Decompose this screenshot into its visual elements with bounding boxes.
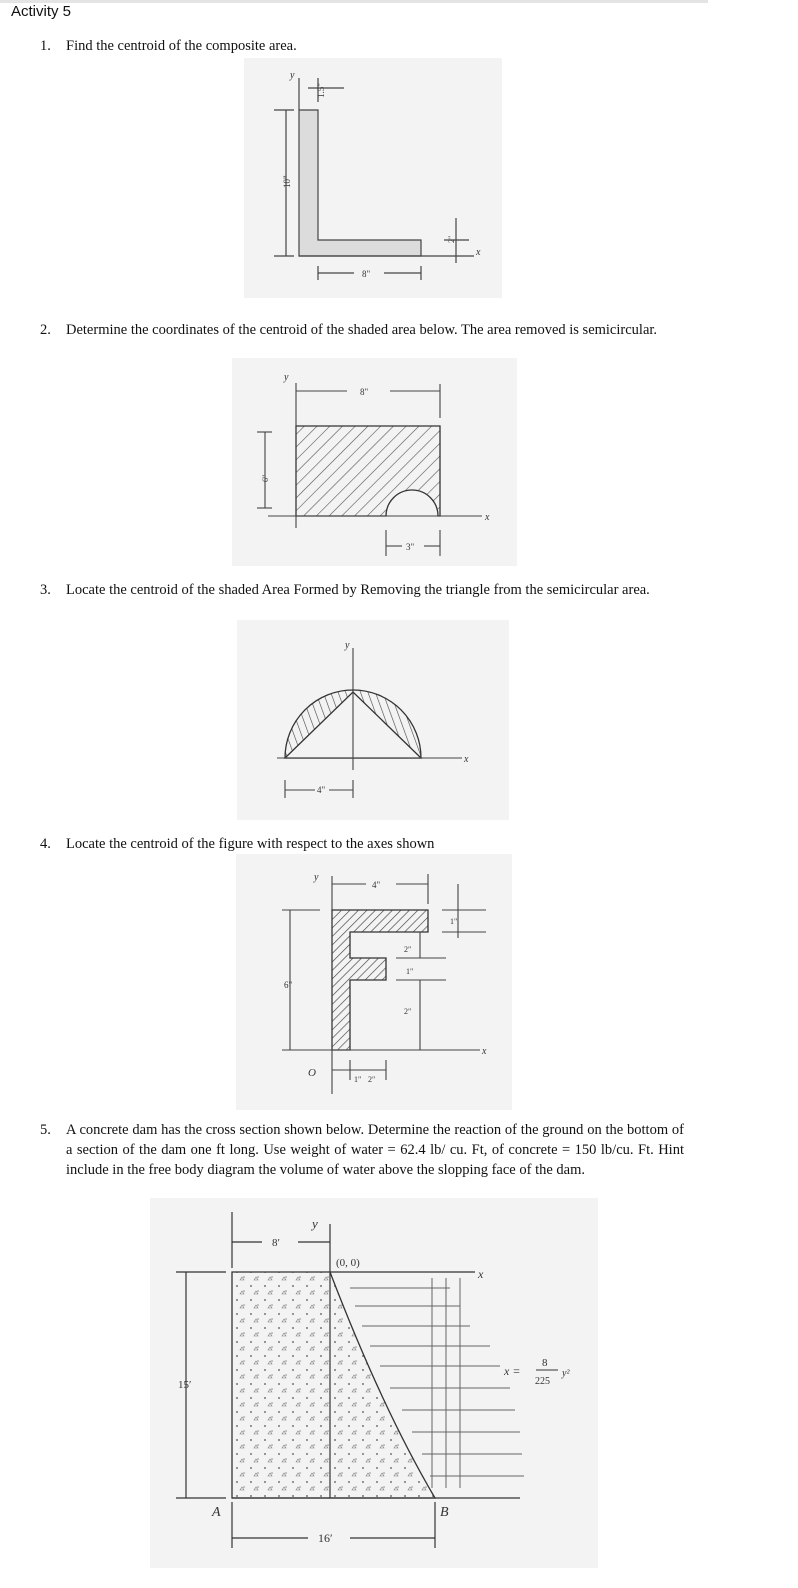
figure-1-l-shape <box>244 58 502 298</box>
dim-height-label: 15′ <box>178 1379 192 1391</box>
page-heading: Activity 5 <box>11 3 72 20</box>
question-text: Locate the centroid of the shaded Area Formed by Removing the triangle from the semicircular area. <box>66 582 650 598</box>
origin-label: O <box>308 1067 316 1079</box>
question-number: 5. <box>40 1122 51 1138</box>
y-axis-label: y <box>314 872 319 883</box>
dim-r4-label: 2" <box>404 1007 412 1016</box>
x-axis-label: x <box>482 1046 487 1057</box>
question-text: A concrete dam has the cross section shown below. Determine the reaction of the ground on the bottom of a section of the dam one ft long. Use weight of water = 62.4 lb/ cu. Ft, of concrete = 150 lb/cu. Ft. Hint include in the free body diagram the volume of water above the slopping face of the dam. <box>66 1122 684 1178</box>
x-axis-label: x <box>485 512 490 523</box>
top-rule <box>0 0 708 3</box>
dim-base-label: 16′ <box>318 1531 333 1545</box>
dim-top-label: 1.5" <box>316 83 326 98</box>
y-axis-label: y <box>290 70 295 81</box>
dim-top-label: 4" <box>372 880 381 890</box>
question-1 <box>40 36 690 58</box>
x-axis-label: x <box>476 247 481 258</box>
shaded-area <box>296 426 440 516</box>
point-b-label: B <box>440 1505 449 1520</box>
question-number: 4. <box>40 836 51 852</box>
figure-5-concrete-dam <box>150 1198 598 1568</box>
dim-radius-label: 3" <box>406 542 415 552</box>
question-text: Find the centroid of the composite area. <box>66 38 297 54</box>
dim-height-label: 10" <box>282 175 292 188</box>
dim-r2-label: 2" <box>404 945 412 954</box>
equation-variable: y² <box>562 1368 570 1379</box>
question-text: Determine the coordinates of the centroid of the shaded area below. The area removed is semicircular. <box>66 322 658 338</box>
x-axis-label: x <box>478 1267 484 1281</box>
dim-b2-label: 2" <box>368 1075 376 1084</box>
figure-2-rectangle-semicircle <box>232 358 517 566</box>
question-number: 2. <box>40 322 51 338</box>
dim-radius-label: 4" <box>317 785 326 795</box>
dim-top-label: 8′ <box>272 1237 280 1249</box>
equation-denominator: 225 <box>535 1376 550 1387</box>
question-4 <box>40 834 690 856</box>
question-number: 1. <box>40 38 51 54</box>
question-number: 3. <box>40 582 51 598</box>
dim-width-label: 8" <box>360 387 369 397</box>
dim-r3-label: 1" <box>406 967 414 976</box>
figure-4-f-shape <box>236 854 512 1110</box>
point-a-label: A <box>212 1505 221 1520</box>
y-axis-label: y <box>345 640 350 651</box>
question-2 <box>40 320 690 362</box>
dim-height-label: 6" <box>284 980 293 990</box>
dim-b1-label: 1" <box>354 1075 362 1084</box>
question-text: Locate the centroid of the figure with respect to the axes shown <box>66 836 435 852</box>
y-axis-label: y <box>284 372 289 383</box>
figure-3-semicircle-triangle <box>237 620 509 820</box>
x-axis-label: x <box>464 754 469 765</box>
dim-right-label: 2" <box>447 235 456 243</box>
dim-height-label: 6" <box>261 474 270 482</box>
dim-width-label: 8" <box>362 269 371 279</box>
equation-numerator: 8 <box>542 1357 548 1369</box>
origin-label: (0, 0) <box>336 1257 360 1269</box>
y-axis-label: y <box>312 1216 318 1231</box>
equation-lhs: x = <box>504 1364 521 1378</box>
question-5 <box>40 1120 690 1204</box>
l-shape-area <box>299 110 421 256</box>
question-3 <box>40 580 690 622</box>
dim-r1-label: 1" <box>450 917 458 926</box>
